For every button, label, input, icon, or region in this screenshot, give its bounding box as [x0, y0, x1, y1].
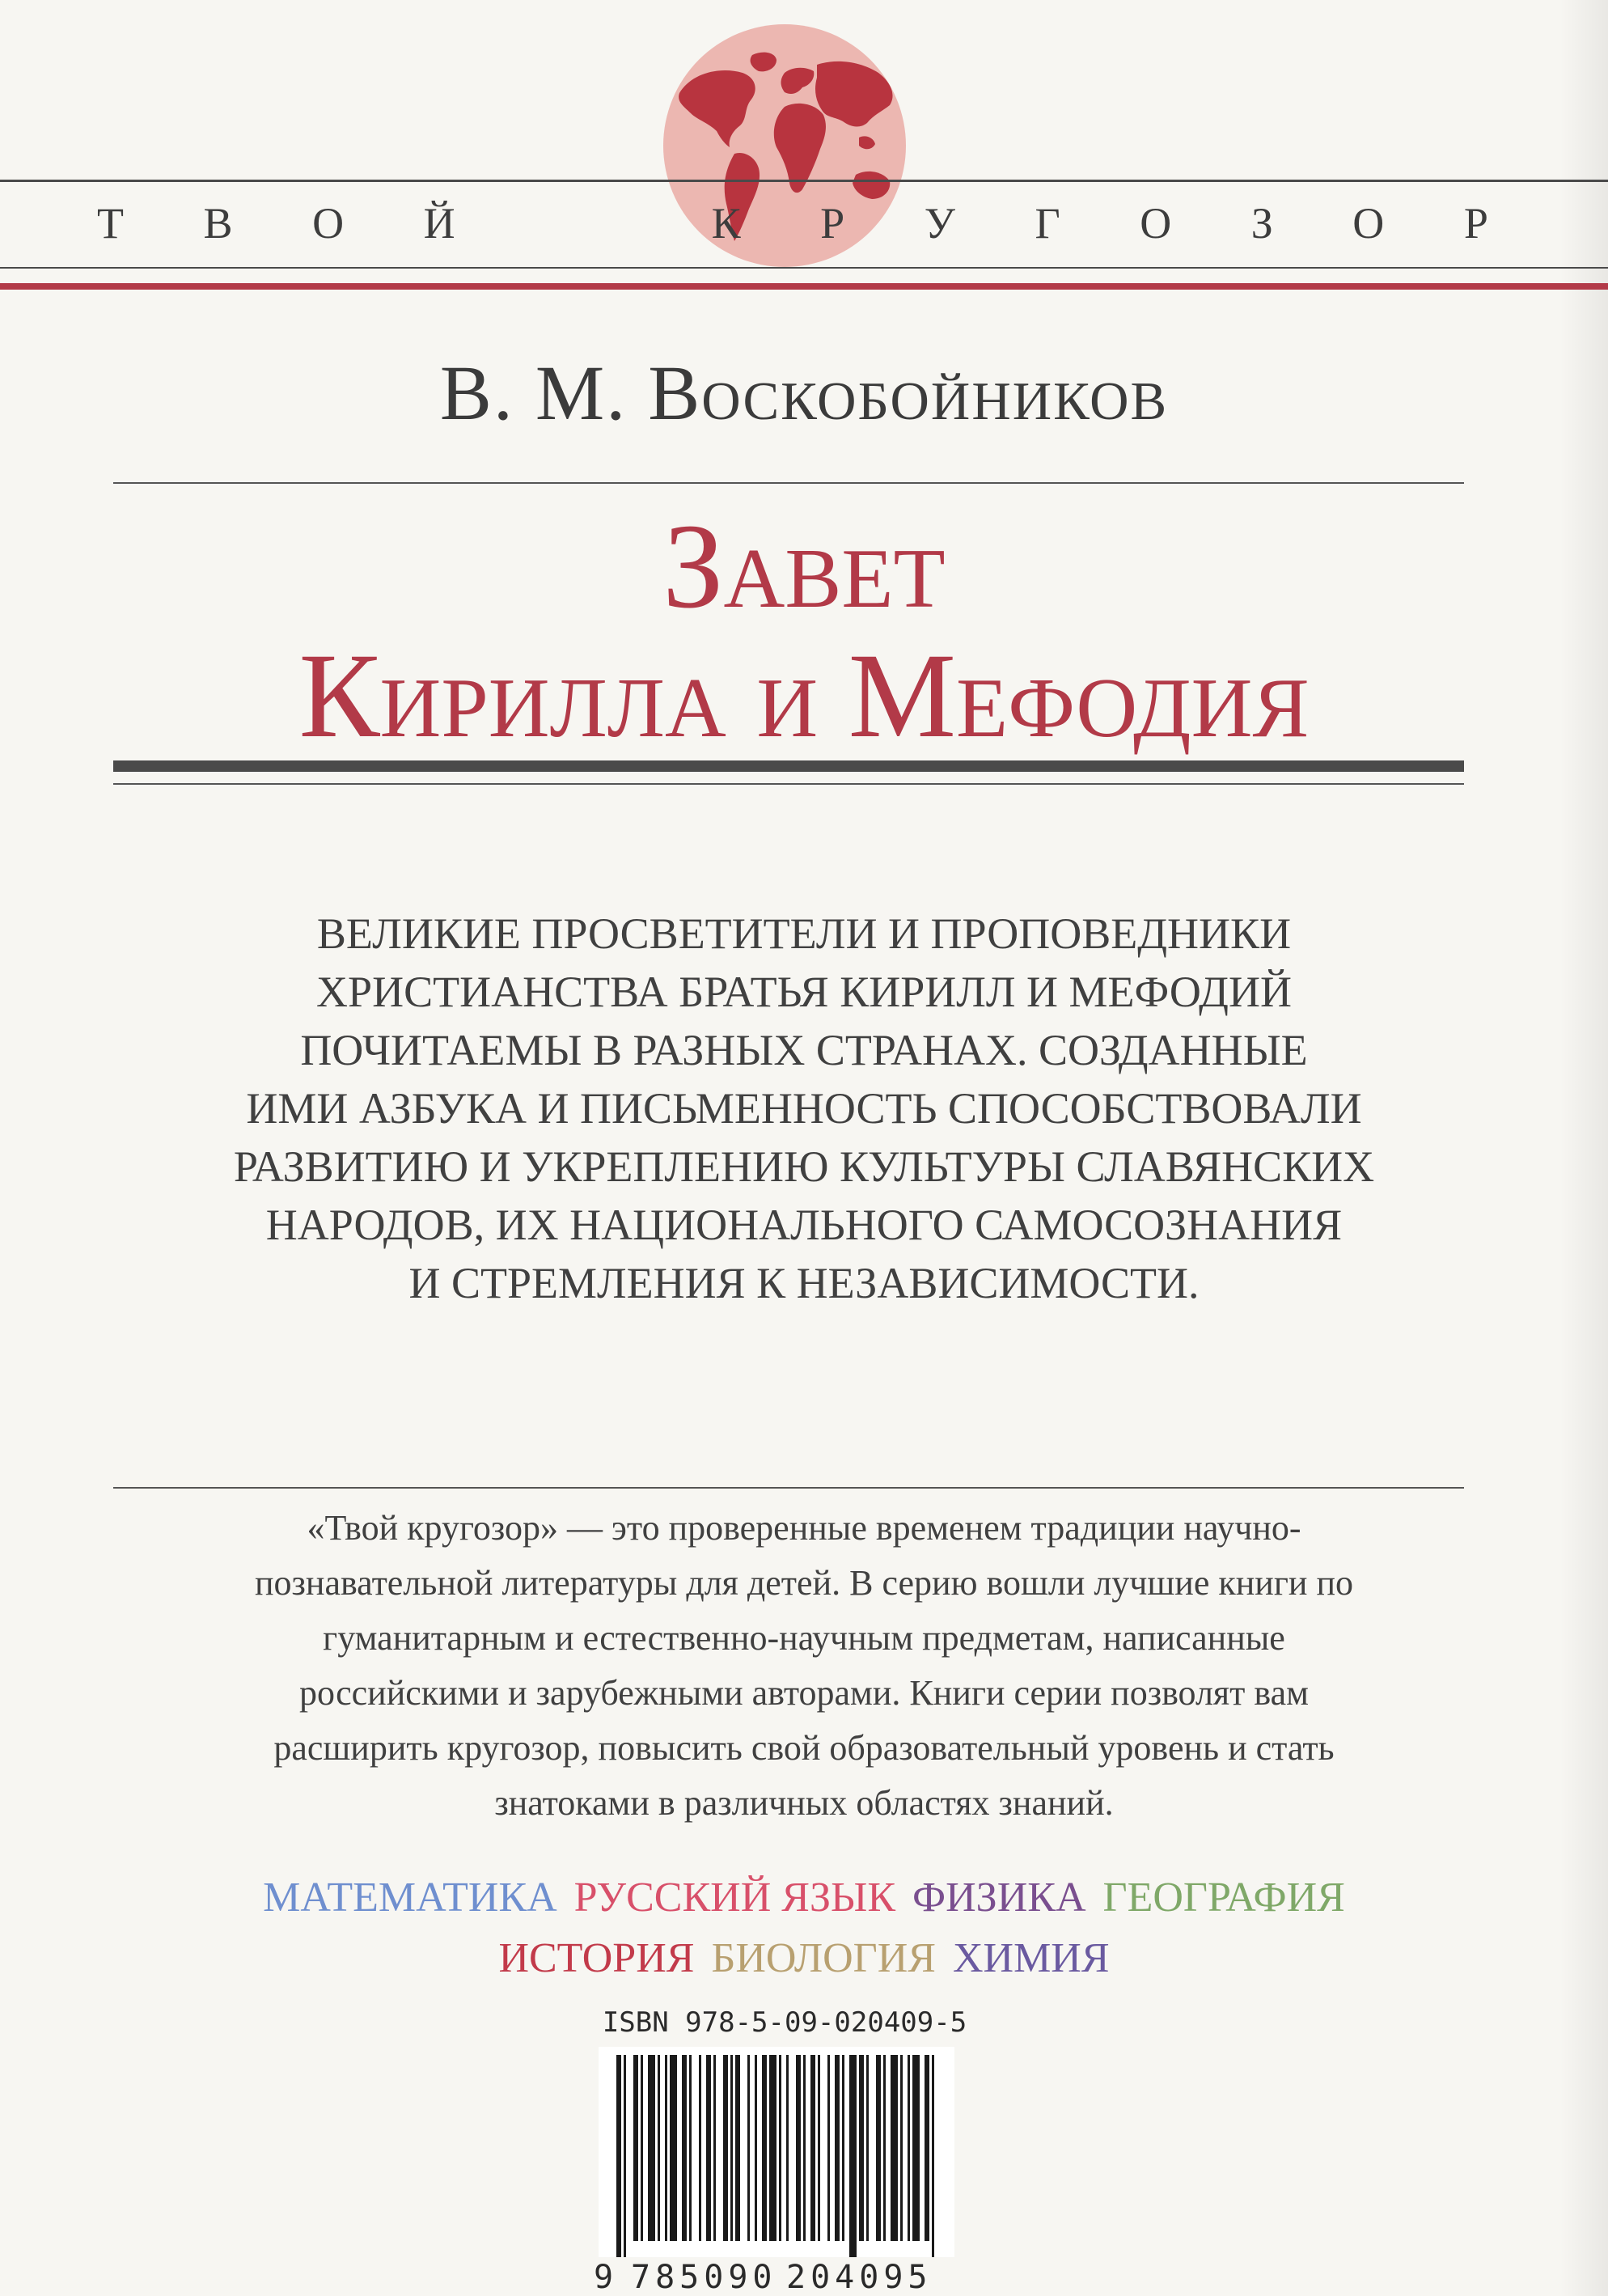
barcode-bar: [908, 2055, 910, 2241]
barcode-bar: [682, 2055, 687, 2241]
series-underline: [0, 267, 1608, 269]
barcode-bar: [713, 2055, 716, 2241]
book-title-line-1: Завет: [662, 499, 946, 633]
series-letter: К: [711, 199, 741, 248]
barcode-bar: [900, 2055, 903, 2241]
barcode-bar: [616, 2055, 621, 2257]
series-description-line: знатоками в различных областях знаний.: [494, 1783, 1114, 1823]
subjects-row-1: [0, 1869, 1608, 1927]
subject-label: ХИМИЯ: [952, 1935, 1110, 1981]
isbn-text: ISBN 978-5-09-020409-5: [602, 2006, 967, 2039]
barcode-bar: [779, 2055, 781, 2241]
barcode-bar: [633, 2055, 638, 2241]
barcode-bar: [641, 2055, 643, 2241]
series-description-line: российскими и зарубежными авторами. Книги серии позволят вам: [299, 1673, 1309, 1713]
series-letter: О: [312, 199, 345, 248]
barcode-group-2: 204095: [786, 2259, 933, 2296]
series-letter: Й: [423, 199, 455, 248]
annotation-line: ВЕЛИКИЕ ПРОСВЕТИТЕЛИ И ПРОПОВЕДНИКИ: [316, 909, 1292, 958]
series-letter: О: [1140, 199, 1172, 248]
barcode-bar: [849, 2055, 857, 2257]
subject-label: ФИЗИКА: [912, 1875, 1086, 1921]
annotation-line: ПОЧИТАЕМЫ В РАЗНЫХ СТРАНАХ. СОЗДАННЫЕ: [300, 1026, 1308, 1074]
barcode-bar: [670, 2055, 677, 2241]
barcode-bar: [912, 2055, 920, 2241]
subject-label: ИСТОРИЯ: [498, 1935, 695, 1981]
series-letter: Р: [1463, 199, 1488, 248]
book-title-line-2: Кирилла и Мефодия: [298, 629, 1310, 763]
series-letter: В: [203, 199, 233, 248]
series-letter: Р: [820, 199, 845, 248]
subjects-row-2: [0, 1930, 1608, 1988]
barcode-bar: [755, 2055, 757, 2241]
series-gap: [535, 193, 632, 254]
barcode-bar: [624, 2055, 626, 2257]
barcode-bar: [786, 2055, 789, 2241]
series-red-rule: [0, 283, 1608, 290]
barcode-bar: [796, 2055, 801, 2241]
barcode-bar: [932, 2055, 934, 2257]
subject-label: РУССКИЙ ЯЗЫК: [573, 1875, 896, 1921]
barcode-bar: [648, 2055, 655, 2241]
top-rule: [0, 180, 1608, 182]
annotation-line: ХРИСТИАНСТВА БРАТЬЯ КИРИЛЛ И МЕФОДИЙ: [316, 968, 1292, 1016]
annotation-line: РАЗВИТИЮ И УКРЕПЛЕНИЮ КУЛЬТУРЫ СЛАВЯНСКИХ: [233, 1142, 1375, 1191]
series-name: [97, 193, 1488, 254]
annotation-text: [121, 904, 1487, 1312]
series-letter: З: [1250, 199, 1273, 248]
annotation-line: НАРОДОВ, ИХ НАЦИОНАЛЬНОГО САМОСОЗНАНИЯ: [265, 1201, 1343, 1249]
series-description-line: расширить кругозор, повысить свой образовательный уровень и стать: [273, 1728, 1335, 1768]
barcode-bar: [747, 2055, 750, 2241]
barcode-bar: [859, 2055, 864, 2241]
barcode-bar: [891, 2055, 898, 2241]
barcode-bar: [706, 2055, 711, 2241]
barcode-bar: [689, 2055, 692, 2241]
barcode-bar: [827, 2055, 830, 2241]
barcode-bar: [925, 2055, 929, 2241]
series-description-line: гуманитарным и естественно-научным предметам, написанные: [323, 1618, 1285, 1658]
series-description: [121, 1501, 1487, 1831]
barcode-group-1: 785090: [631, 2259, 777, 2296]
subject-label: МАТЕМАТИКА: [263, 1875, 557, 1921]
author-name: В. М. Воскобойников: [439, 349, 1169, 436]
barcode-bar: [658, 2055, 660, 2241]
series-description-line: познавательной литературы для детей. В серию вошли лучшие книги по: [254, 1563, 1353, 1603]
barcode-bar: [810, 2055, 815, 2241]
series-letter: У: [924, 199, 955, 248]
author-rule: [113, 482, 1464, 484]
barcode-icon: [599, 2047, 954, 2257]
barcode-bar: [730, 2055, 733, 2241]
series-letter: Г: [1035, 199, 1060, 248]
barcode-bar: [762, 2055, 767, 2241]
subject-label: ГЕОГРАФИЯ: [1102, 1875, 1345, 1921]
barcode-bar: [883, 2055, 886, 2241]
annotation-line: ИМИ АЗБУКА И ПИСЬМЕННОСТЬ СПОСОБСТВОВАЛИ: [246, 1084, 1362, 1133]
subject-label: БИОЛОГИЯ: [711, 1935, 936, 1981]
barcode-bar: [735, 2055, 740, 2241]
title-thin-rule: [113, 783, 1464, 785]
barcode-bar: [769, 2055, 776, 2241]
barcode-bar: [699, 2055, 701, 2241]
series-desc-rule: [113, 1487, 1464, 1489]
series-letter: Т: [97, 199, 124, 248]
annotation-line: И СТРЕМЛЕНИЯ К НЕЗАВИСИМОСТИ.: [408, 1259, 1200, 1307]
barcode-bar: [723, 2055, 728, 2241]
barcode-bar: [665, 2055, 667, 2241]
title-thick-rule: [113, 760, 1464, 772]
barcode-bar: [876, 2055, 881, 2241]
barcode-area: [599, 2047, 954, 2257]
barcode-bar: [866, 2055, 869, 2241]
series-description-line: «Твой кругозор» — это проверенные временем традиции научно-: [307, 1508, 1301, 1548]
barcode-bar: [818, 2055, 820, 2241]
barcode-bar: [842, 2055, 844, 2241]
series-letter: О: [1352, 199, 1385, 248]
barcode-first-digit: 9: [594, 2259, 614, 2296]
barcode-bar: [835, 2055, 840, 2241]
barcode-bar: [803, 2055, 806, 2241]
